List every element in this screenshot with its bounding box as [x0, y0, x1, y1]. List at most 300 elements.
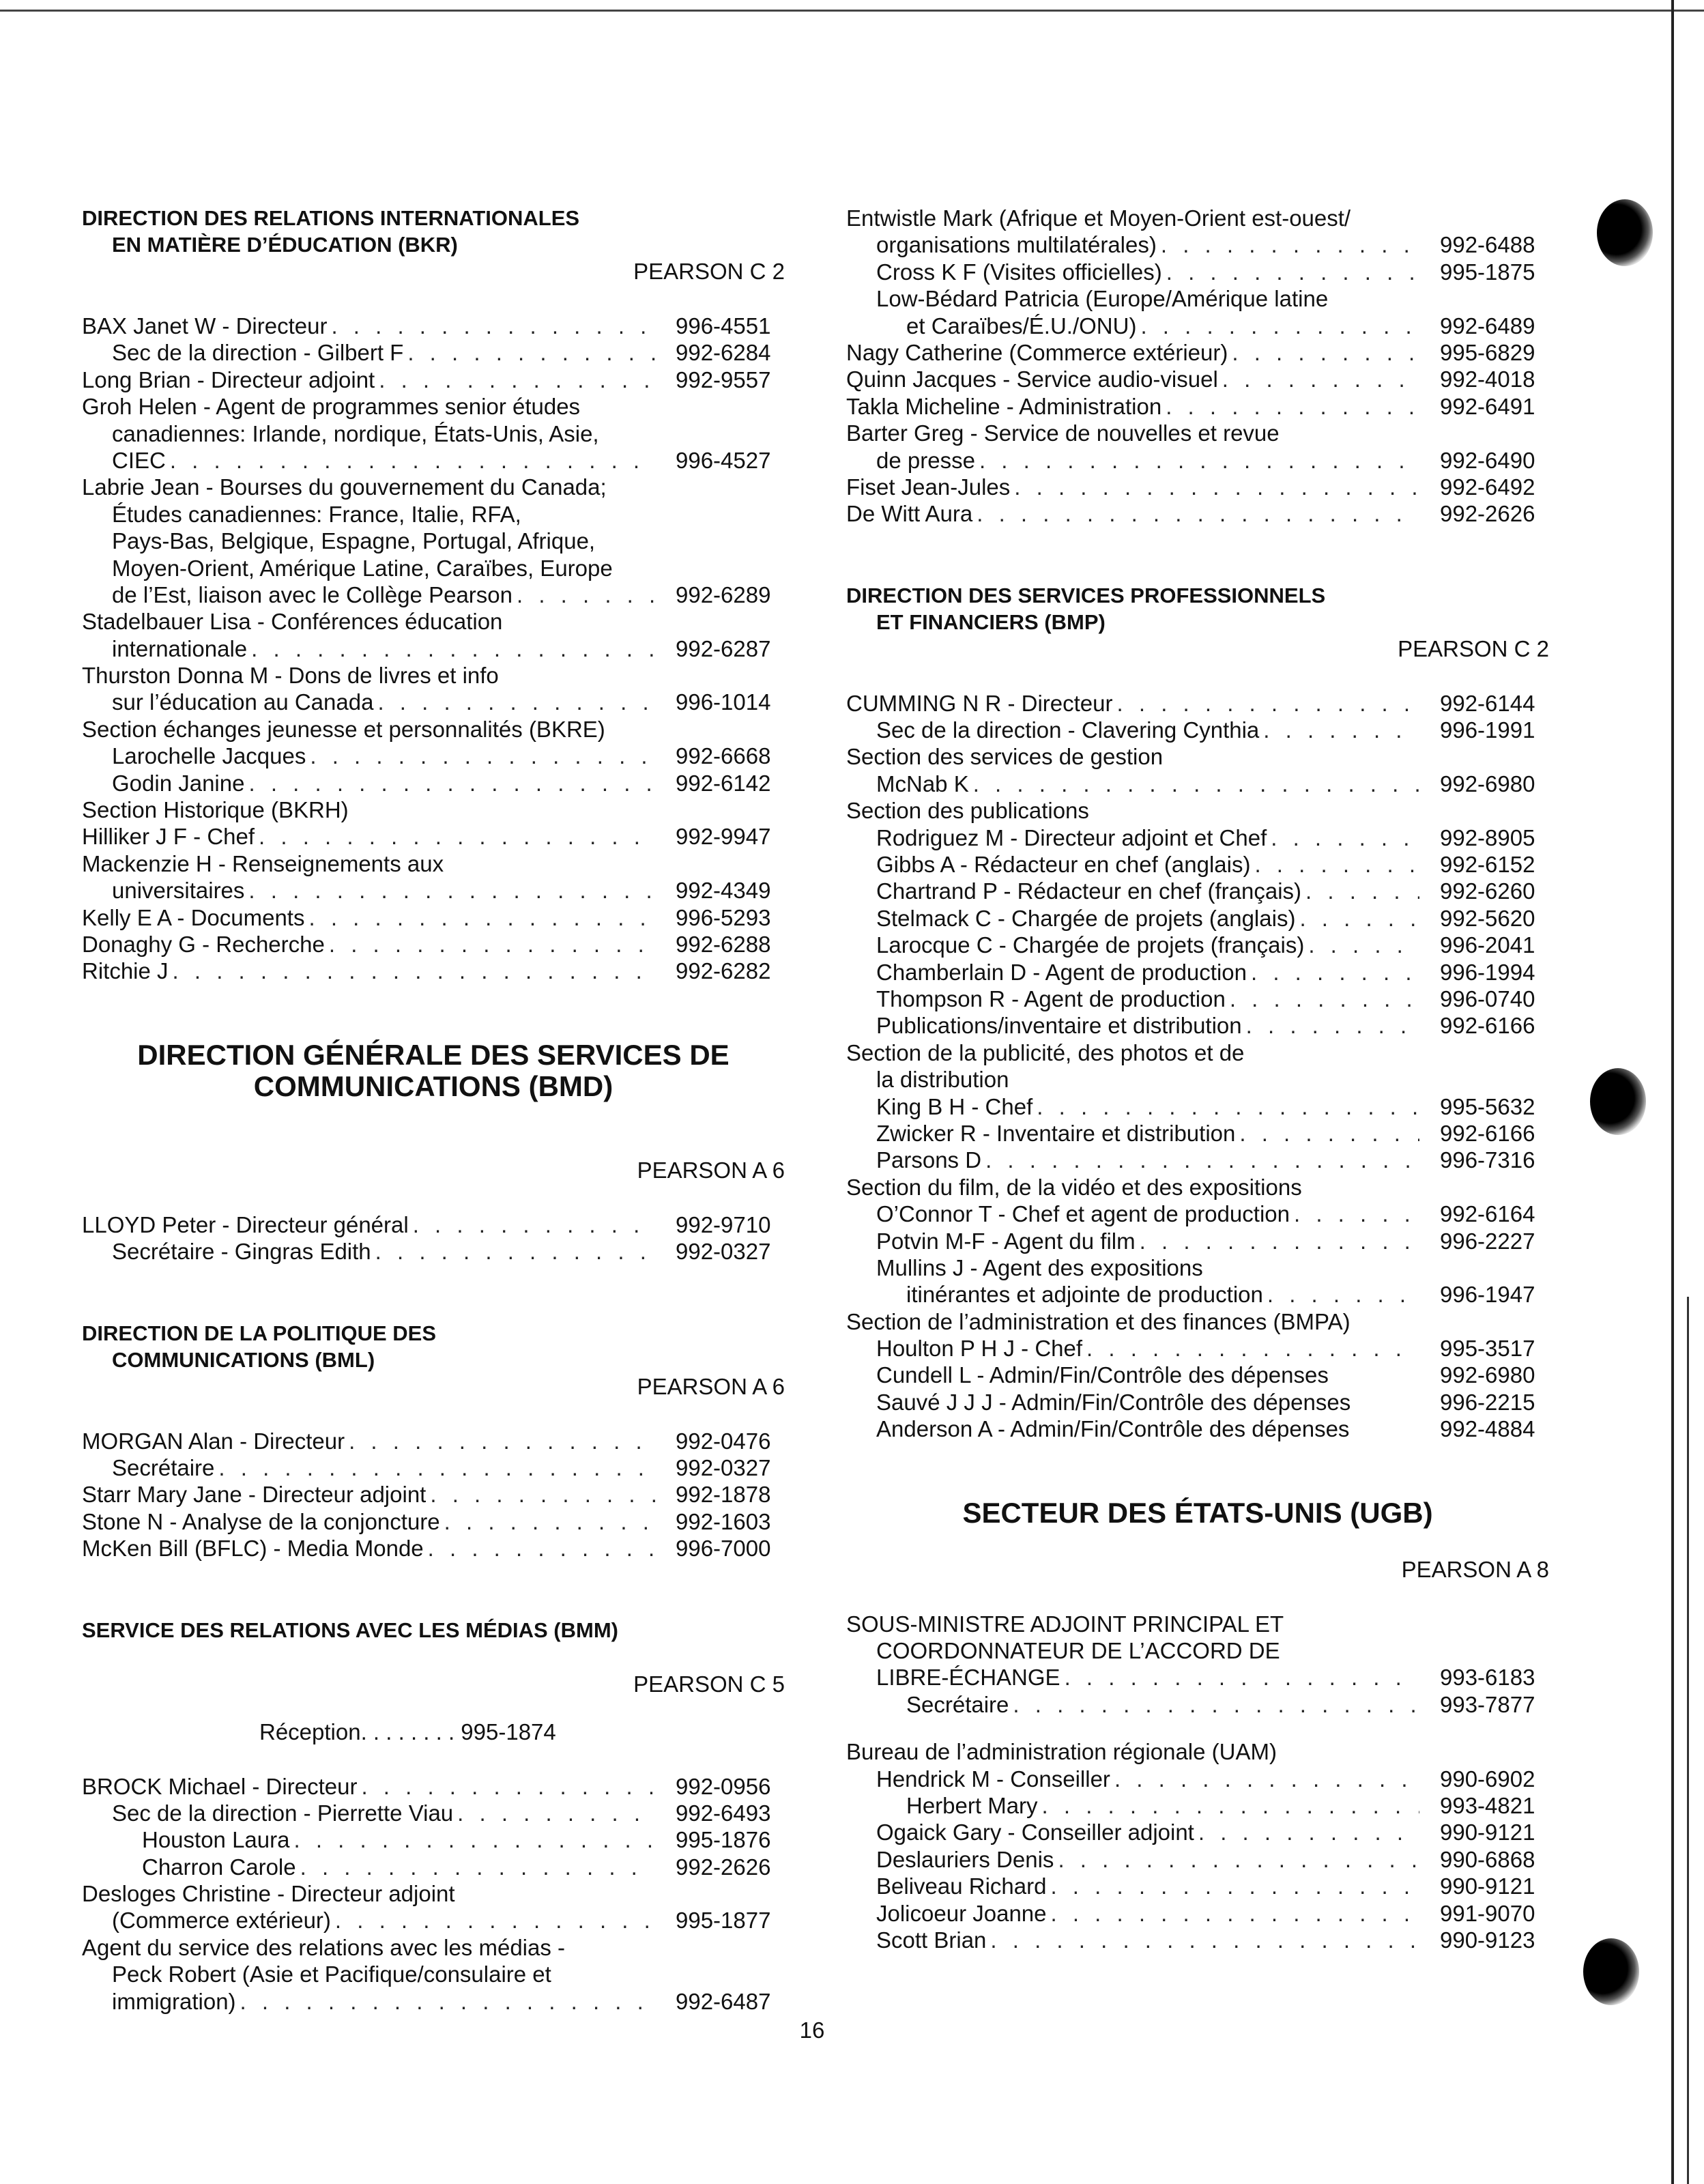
directory-entry: [846, 1120, 1549, 1147]
directory-entry: [846, 986, 1549, 1012]
dot-leader: [424, 1535, 655, 1562]
phone-number: 992-6284: [676, 340, 771, 366]
dot-leader: [1161, 393, 1419, 420]
directory-entry: [846, 690, 1549, 717]
entry-name: Long Brian - Directeur adjoint: [82, 367, 375, 392]
entry-name: Parsons D: [876, 1147, 982, 1173]
left-column: [82, 205, 785, 2015]
phone-number: 992-0956: [676, 1773, 771, 1799]
section-heading-line: DIRECTION GÉNÉRALE DES SERVICES DE: [137, 1038, 730, 1071]
dot-leader: [1301, 878, 1419, 904]
section-heading-line: SERVICE DES RELATIONS AVEC LES MÉDIAS (BMM): [82, 1618, 618, 1642]
directory-entry: [846, 285, 1549, 312]
dot-leader: [1113, 690, 1419, 717]
phone-number: 992-6152: [1440, 852, 1535, 878]
entry-name: Low-Bédard Patricia (Europe/Amérique latine: [876, 286, 1329, 312]
dot-leader: [296, 1854, 655, 1880]
section-heading: [82, 205, 785, 258]
phone-number: 996-7000: [676, 1536, 771, 1562]
directory-entry: [82, 555, 785, 581]
directory-entry: [846, 1792, 1549, 1819]
entry-name: Cross K F (Visites officielles): [876, 259, 1162, 285]
dot-leader: [1295, 905, 1419, 932]
dot-leader: [357, 1773, 655, 1800]
spacer: [82, 1746, 785, 1773]
dot-leader: [1226, 986, 1419, 1012]
dot-leader: [1060, 1664, 1419, 1691]
phone-number: 992-4018: [1440, 367, 1535, 392]
entry-name: Secrétaire - Gingras Edith: [112, 1239, 371, 1265]
dot-leader: [244, 770, 655, 796]
entry-name: Thurston Donna M - Dons de livres et info: [82, 663, 499, 689]
entry-name: Gibbs A - Rédacteur en chef (anglais): [876, 852, 1251, 878]
directory-entry: [82, 877, 785, 904]
phone-number: 996-4527: [676, 447, 771, 473]
spacer: [82, 1698, 785, 1719]
phone-number: 990-9121: [1440, 1873, 1535, 1899]
section-heading-line: DIRECTION DES RELATIONS INTERNATIONALES: [82, 206, 580, 230]
location-label: PEARSON A 8: [1401, 1556, 1549, 1582]
entry-name: Pays-Bas, Belgique, Espagne, Portugal, Afrique,: [112, 528, 596, 554]
phone-number: 996-0740: [1440, 986, 1535, 1011]
phone-number: 992-6287: [676, 635, 771, 661]
phone-number: 996-7316: [1440, 1147, 1535, 1173]
phone-number: 996-2041: [1440, 932, 1535, 958]
entry-name: Groh Helen - Agent de programmes senior études: [82, 394, 581, 420]
spacer: [82, 1400, 785, 1428]
entry-name: Potvin M-F - Agent du film: [876, 1228, 1136, 1254]
directory-entry: [82, 501, 785, 528]
phone-number: 996-1994: [1440, 959, 1535, 985]
phone-number: 992-0327: [676, 1239, 771, 1265]
entry-name: Section de la publicité, des photos et de: [846, 1039, 1245, 1065]
directory-entry: [82, 339, 785, 366]
dot-leader: [244, 877, 655, 904]
entry-name: et Caraïbes/É.U./ONU): [906, 313, 1137, 339]
entry-name: Cundell L - Admin/Fin/Contrôle des dépenses: [876, 1362, 1329, 1388]
entry-name: Mackenzie H - Renseignements aux: [82, 850, 444, 876]
entry-name: Takla Micheline - Administration: [846, 393, 1162, 419]
phone-number: 992-6288: [676, 931, 771, 957]
entry-name: SOUS-MINISTRE ADJOINT PRINCIPAL ET: [846, 1611, 1284, 1637]
phone-number: 992-1878: [676, 1482, 771, 1508]
entry-name: King B H - Chef: [876, 1093, 1033, 1119]
entry-name: Stelmack C - Chargée de projets (anglais): [876, 905, 1296, 931]
directory-entry: [82, 420, 785, 447]
entry-name: immigration): [112, 1988, 236, 2014]
directory-entry: [846, 1254, 1549, 1281]
entry-name: Beliveau Richard: [876, 1873, 1047, 1899]
entry-name: Deslauriers Denis: [876, 1846, 1054, 1872]
entry-name: Ogaick Gary - Conseiller adjoint: [876, 1820, 1194, 1845]
spacer: [82, 1643, 785, 1671]
location-label: PEARSON A 6: [637, 1157, 785, 1183]
directory-entry: [846, 1174, 1549, 1201]
directory-entry: [846, 1873, 1549, 1899]
directory-entry: [82, 393, 785, 420]
directory-entry: [846, 474, 1549, 500]
phone-number: 995-5632: [1440, 1093, 1535, 1119]
directory-entry: [846, 1012, 1549, 1039]
directory-entry: [82, 1211, 785, 1238]
entry-name: CIEC: [112, 447, 166, 473]
entry-name: Hendrick M - Conseiller: [876, 1766, 1110, 1792]
dot-leader: [1046, 1873, 1419, 1899]
phone-number: 993-4821: [1440, 1792, 1535, 1818]
phone-number: 992-6489: [1440, 313, 1535, 339]
section-heading-line: DIRECTION DES SERVICES PROFESSIONNELS: [846, 583, 1326, 607]
directory-entry: [82, 716, 785, 743]
entry-name: BAX Janet W - Directeur: [82, 313, 328, 339]
spacer: [846, 1583, 1549, 1611]
location-label: PEARSON C 2: [633, 259, 785, 284]
dot-leader: [166, 447, 655, 474]
phone-number: 992-6980: [1440, 1362, 1535, 1388]
directory-entry: [82, 1238, 785, 1265]
dot-leader: [371, 1238, 655, 1265]
section-heading-line: COMMUNICATIONS (BMD): [253, 1069, 613, 1102]
entry-name: Nagy Catherine (Commerce extérieur): [846, 339, 1228, 365]
dot-leader: [1038, 1792, 1419, 1819]
directory-entry: [82, 474, 785, 500]
phone-number: 992-5620: [1440, 905, 1535, 931]
directory-entry: [846, 1927, 1549, 1953]
directory-entry: [82, 528, 785, 554]
dot-leader: [169, 958, 655, 984]
entry-name: Thompson R - Agent de production: [876, 986, 1226, 1011]
phone-number: 992-6487: [676, 1988, 771, 2014]
directory-entry: [82, 367, 785, 393]
phone-number: 992-1603: [676, 1508, 771, 1534]
dot-leader: [403, 339, 655, 366]
entry-name: Fiset Jean-Jules: [846, 474, 1011, 500]
entry-name: CUMMING N R - Directeur: [846, 690, 1113, 716]
directory-entry: [846, 1093, 1549, 1120]
directory-entry: [82, 931, 785, 958]
spacer: [82, 285, 785, 313]
directory-entry: [846, 1201, 1549, 1227]
dot-leader: [1110, 1766, 1419, 1792]
phone-number: 996-2227: [1440, 1228, 1535, 1254]
entry-name: Zwicker R - Inventaire et distribution: [876, 1120, 1236, 1146]
dot-leader: [1082, 1335, 1419, 1362]
directory-entry: [846, 743, 1549, 770]
location-label: PEARSON C 5: [633, 1671, 785, 1697]
directory-entry: [846, 259, 1549, 285]
phone-number: 992-6490: [1440, 447, 1535, 473]
section-heading-line: DIRECTION DE LA POLITIQUE DES: [82, 1321, 436, 1345]
entry-name: Hilliker J F - Chef: [82, 824, 255, 850]
entry-name: Rodriguez M - Directeur adjoint et Chef: [876, 824, 1267, 850]
directory-entry: [82, 1800, 785, 1826]
dot-leader: [1162, 259, 1419, 285]
directory-entry: [82, 1826, 785, 1853]
entry-name: de l’Est, liaison avec le Collège Pearson: [112, 581, 512, 607]
entry-name: Godin Janine: [112, 770, 245, 796]
directory-entry: [82, 1961, 785, 1987]
entry-name: Larochelle Jacques: [112, 743, 306, 769]
entry-name: Chartrand P - Rédacteur en chef (français): [876, 878, 1302, 904]
entry-name: de presse: [876, 447, 975, 473]
directory-entry: [846, 1066, 1549, 1093]
dot-leader: [1247, 959, 1419, 986]
dot-leader: [453, 1800, 655, 1826]
phone-number: 995-6829: [1440, 339, 1535, 365]
entry-name: Section de l’administration et des finances (BMPA): [846, 1308, 1351, 1334]
entry-name: Herbert Mary: [906, 1792, 1038, 1818]
dot-leader: [409, 1211, 655, 1238]
spacer: [846, 1718, 1549, 1738]
directory-entry: [82, 662, 785, 689]
dot-leader: [1267, 824, 1419, 851]
directory-entry: [82, 1988, 785, 2015]
phone-number: 996-1991: [1440, 717, 1535, 743]
phone-number: 992-2626: [1440, 501, 1535, 527]
dot-leader: [1054, 1846, 1419, 1873]
entry-name: Ritchie J: [82, 958, 169, 984]
dot-leader: [440, 1508, 655, 1535]
dot-leader: [1032, 1093, 1419, 1120]
dot-leader: [1263, 1281, 1419, 1308]
phone-number: 992-6668: [676, 743, 771, 769]
directory-entry: [846, 1738, 1549, 1765]
dot-leader: [972, 500, 1419, 527]
entry-name: O’Connor T - Chef et agent de production: [876, 1201, 1290, 1227]
dot-leader: [1157, 231, 1419, 258]
phone-number: 990-6902: [1440, 1766, 1535, 1792]
phone-number: 996-5293: [676, 904, 771, 930]
directory-entry: [846, 959, 1549, 986]
entry-name: organisations multilatérales): [876, 232, 1157, 258]
dot-leader: [1136, 313, 1419, 339]
phone-number: 992-6488: [1440, 232, 1535, 258]
entry-name: LLOYD Peter - Directeur général: [82, 1211, 409, 1237]
entry-name: Scott Brian: [876, 1927, 987, 1953]
directory-entry: [846, 1846, 1549, 1873]
entry-name: Études canadiennes: France, Italie, RFA,: [112, 501, 521, 527]
dot-leader: [426, 1481, 655, 1508]
dot-leader: [969, 771, 1419, 797]
phone-number: 992-6980: [1440, 771, 1535, 796]
dot-leader: [236, 1988, 655, 2015]
page-number: 16: [799, 2017, 825, 2043]
entry-name: Sec de la direction - Gilbert F: [112, 340, 404, 366]
spacer: [82, 985, 785, 1039]
phone-number: 990-9123: [1440, 1927, 1535, 1953]
phone-number: 995-1877: [676, 1908, 771, 1934]
phone-number: 991-9070: [1440, 1900, 1535, 1926]
directory-entry: [846, 824, 1549, 851]
entry-name: Sec de la direction - Pierrette Viau: [112, 1800, 454, 1826]
entry-name: Starr Mary Jane - Directeur adjoint: [82, 1482, 427, 1508]
entry-name: Secrétaire: [906, 1691, 1009, 1717]
directory-entry: [846, 1637, 1549, 1664]
entry-name: LIBRE-ÉCHANGE: [876, 1665, 1060, 1691]
phone-number: 992-0327: [676, 1454, 771, 1480]
punch-hole-bottom: [1583, 1938, 1639, 2005]
entry-name: Barter Greg - Service de nouvelles et revue: [846, 420, 1280, 446]
entry-name: Quinn Jacques - Service audio-visuel: [846, 367, 1218, 392]
dot-leader: [1259, 717, 1419, 743]
directory-entry: [846, 1389, 1549, 1416]
entry-name: Section des publications: [846, 798, 1089, 824]
phone-number: 992-8905: [1440, 824, 1535, 850]
directory-entry: [82, 1508, 785, 1535]
phone-number: 992-2626: [676, 1854, 771, 1880]
directory-entry: [82, 770, 785, 796]
directory-entry: [82, 1907, 785, 1934]
dot-leader: [1009, 1691, 1419, 1718]
spacer: [846, 1529, 1549, 1556]
directory-entry: [82, 904, 785, 931]
phone-number: 992-6491: [1440, 393, 1535, 419]
directory-entry: [846, 205, 1549, 231]
directory-entry: [82, 1854, 785, 1880]
entry-name: la distribution: [876, 1067, 1009, 1093]
dot-leader: [1290, 1201, 1419, 1227]
section-heading-line: ET FINANCIERS (BMP): [876, 609, 1106, 634]
phone-number: 992-0476: [676, 1428, 771, 1454]
directory-entry: [846, 1766, 1549, 1792]
dot-leader: [255, 823, 655, 850]
entry-name: Stadelbauer Lisa - Conférences éducation: [82, 609, 503, 635]
entry-name: Charron Carole: [142, 1854, 296, 1880]
phone-number: 995-1876: [676, 1827, 771, 1853]
phone-number: 992-9557: [676, 367, 771, 392]
scan-edge-right: [1671, 0, 1674, 2184]
phone-number: 993-7877: [1440, 1691, 1535, 1717]
punch-hole-top: [1597, 199, 1653, 266]
dot-leader: [975, 447, 1419, 474]
entry-name: COORDONNATEUR DE L’ACCORD DE: [876, 1638, 1280, 1664]
entry-name: universitaires: [112, 878, 245, 904]
phone-number: 992-6493: [676, 1800, 771, 1826]
dot-leader: [331, 1907, 655, 1934]
directory-entry: [846, 366, 1549, 392]
directory-entry: [846, 1416, 1549, 1442]
phone-number: 995-1875: [1440, 259, 1535, 285]
entry-name: Kelly E A - Documents: [82, 904, 305, 930]
directory-entry: [82, 850, 785, 877]
dot-leader: [1194, 1819, 1419, 1845]
phone-number: 990-9121: [1440, 1820, 1535, 1845]
directory-entry: [846, 1664, 1549, 1691]
dot-leader: [345, 1428, 655, 1454]
phone-number: 992-6144: [1440, 690, 1535, 716]
spacer: [846, 1443, 1549, 1497]
dot-leader: [1304, 932, 1419, 958]
section-heading-line: SECTEUR DES ÉTATS-UNIS (UGB): [962, 1496, 1433, 1529]
spacer: [82, 1184, 785, 1211]
directory-entry: [846, 1281, 1549, 1308]
directory-entry: [82, 447, 785, 474]
directory-entry: [82, 1428, 785, 1454]
spacer: [846, 528, 1549, 582]
phone-number: 992-9947: [676, 824, 771, 850]
phone-number: 996-1014: [676, 689, 771, 715]
entry-name: Bureau de l’administration régionale (UAM): [846, 1739, 1277, 1765]
scan-edge-right-inner: [1687, 1297, 1689, 2184]
directory-entry: [846, 905, 1549, 932]
entry-name: itinérantes et adjointe de production: [906, 1282, 1263, 1308]
directory-entry: [82, 581, 785, 608]
dot-leader: [327, 313, 655, 339]
directory-entry: [846, 1900, 1549, 1927]
directory-entry: [82, 689, 785, 715]
phone-number: 996-2215: [1440, 1389, 1535, 1415]
entry-name: canadiennes: Irlande, nordique, États-Unis, Asie,: [112, 420, 599, 446]
directory-entry: [82, 1880, 785, 1907]
entry-name: McKen Bill (BFLC) - Media Monde: [82, 1536, 424, 1562]
directory-entry: [846, 1611, 1549, 1637]
directory-entry: [82, 958, 785, 984]
phone-number: 992-6282: [676, 958, 771, 984]
spacer: [82, 1562, 785, 1617]
spacer: [82, 1102, 785, 1157]
directory-entry: [82, 1454, 785, 1481]
entry-name: Houston Laura: [142, 1827, 290, 1853]
directory-entry: [82, 1934, 785, 1961]
location-label: PEARSON C 2: [1398, 635, 1549, 661]
dot-leader: [373, 689, 655, 715]
entry-name: Sec de la direction - Clavering Cynthia: [876, 717, 1260, 743]
dot-leader: [247, 635, 655, 662]
dot-leader: [1235, 1120, 1419, 1147]
entry-name: Sauvé J J J - Admin/Fin/Contrôle des dépenses: [876, 1389, 1351, 1415]
entry-name: sur l’éducation au Canada: [112, 689, 374, 715]
directory-entry: [82, 635, 785, 662]
directory-entry: [82, 1773, 785, 1800]
directory-entry: [82, 313, 785, 339]
entry-name: Donaghy G - Recherche: [82, 931, 325, 957]
directory-entry: [846, 717, 1549, 743]
directory-entry: [846, 1308, 1549, 1335]
dot-leader: [325, 931, 655, 958]
phone-number: 993-6183: [1440, 1665, 1535, 1691]
phone-number: 992-6166: [1440, 1120, 1535, 1146]
section-heading: [82, 1039, 785, 1102]
directory-entry: [846, 393, 1549, 420]
entry-name: Publications/inventaire et distribution: [876, 1013, 1242, 1039]
entry-name: (Commerce extérieur): [112, 1908, 331, 1934]
location-label: PEARSON A 6: [637, 1373, 785, 1399]
section-heading: [82, 1617, 785, 1643]
spacer: [846, 663, 1549, 690]
phone-number: 996-1947: [1440, 1282, 1535, 1308]
phone-number: 996-4551: [676, 313, 771, 339]
entry-name: Desloges Christine - Directeur adjoint: [82, 1881, 455, 1907]
directory-entry: [82, 743, 785, 769]
section-heading-line: EN MATIÈRE D’ÉDUCATION (BKR): [112, 233, 458, 257]
dot-leader: [1218, 366, 1419, 392]
dot-leader: [986, 1927, 1419, 1953]
directory-entry: [846, 447, 1549, 474]
entry-name: BROCK Michael - Directeur: [82, 1773, 358, 1799]
directory-entry: [846, 1228, 1549, 1254]
entry-name: McNab K: [876, 771, 969, 796]
phone-number: 992-6492: [1440, 474, 1535, 500]
dot-leader: [304, 904, 655, 931]
dot-leader: [1228, 339, 1419, 366]
entry-name: Entwistle Mark (Afrique et Moyen-Orient est-ouest/: [846, 205, 1351, 231]
entry-name: Peck Robert (Asie et Pacifique/consulaire et: [112, 1962, 551, 1987]
phone-number: 992-4349: [676, 878, 771, 904]
phone-number: 995-3517: [1440, 1336, 1535, 1362]
section-heading: [846, 1497, 1549, 1529]
dot-leader: [214, 1454, 655, 1481]
dot-leader: [289, 1826, 655, 1853]
entry-name: Jolicoeur Joanne: [876, 1900, 1047, 1926]
